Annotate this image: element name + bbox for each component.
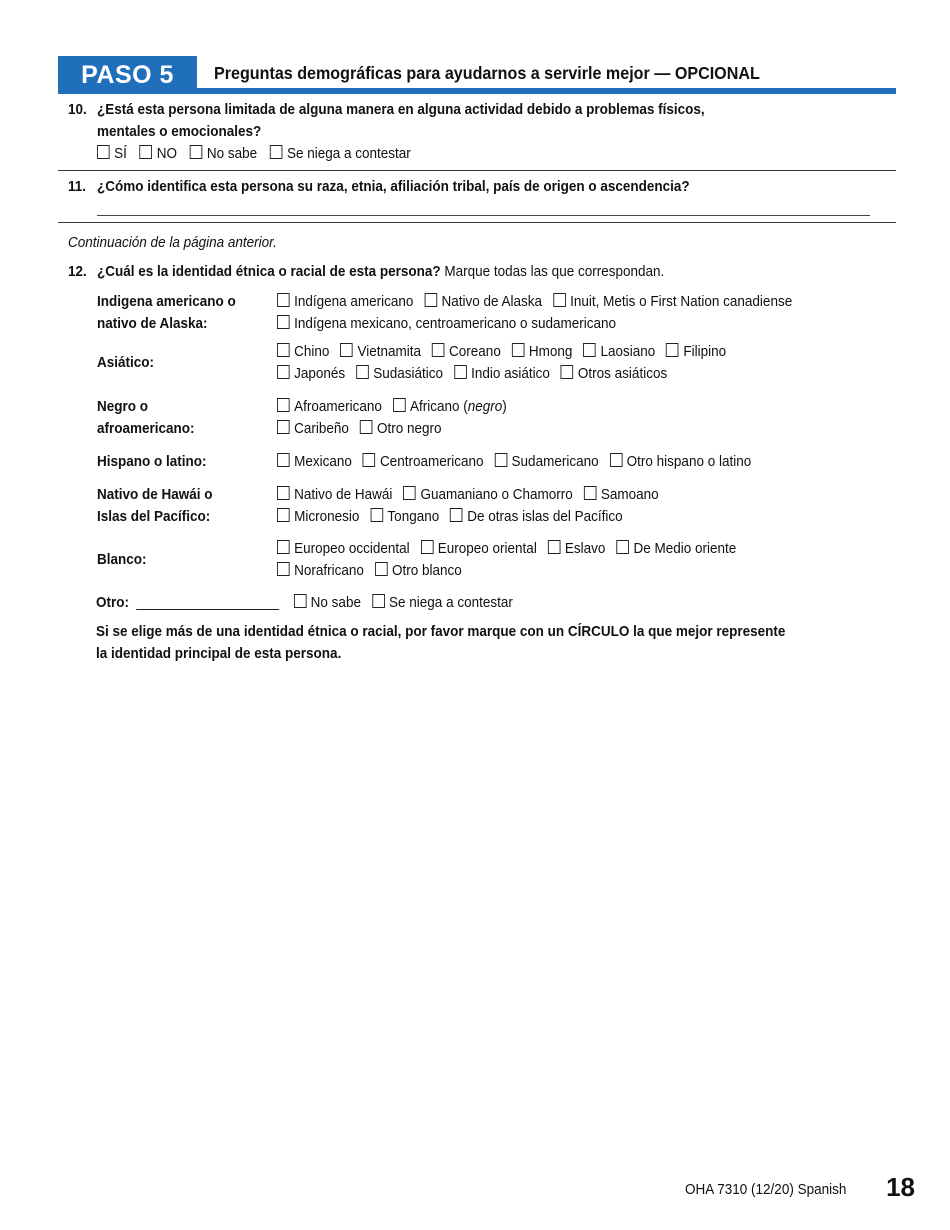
checkbox[interactable] — [277, 453, 290, 467]
race-option[interactable]: Laosiano — [583, 343, 655, 360]
checkbox[interactable] — [548, 540, 561, 554]
race-option[interactable]: Japonés — [277, 365, 345, 382]
race-option[interactable]: Afroamericano — [277, 398, 382, 415]
race-option[interactable]: Norafricano — [277, 562, 364, 579]
question-10-text-line1: ¿Está esta persona limitada de alguna manera en alguna actividad debido a problemas físicos, — [97, 101, 705, 118]
other-input[interactable]: ___________________ — [136, 594, 280, 611]
race-option[interactable]: Europeo occidental — [277, 540, 410, 557]
checkbox[interactable] — [270, 145, 283, 159]
race-option[interactable]: Tongano — [370, 508, 439, 525]
checkbox[interactable] — [140, 145, 153, 159]
checkbox[interactable] — [356, 365, 369, 379]
race-option[interactable]: Coreano — [432, 343, 501, 360]
race-option[interactable]: Samoano — [584, 486, 659, 503]
question-12-number: 12. — [68, 263, 87, 280]
race-option[interactable]: Africano (negro) — [393, 398, 507, 415]
checkbox[interactable] — [363, 453, 376, 467]
checkbox[interactable] — [277, 315, 290, 329]
race-group-options — [277, 451, 758, 473]
question-10-text-line2: mentales o emocionales? — [97, 123, 262, 140]
other-row — [96, 592, 520, 614]
checkbox[interactable] — [277, 508, 290, 522]
checkbox[interactable] — [424, 293, 437, 307]
question-11-text: ¿Cómo identifica esta persona su raza, etnia, afiliación tribal, país de origen o ascendencia? — [97, 178, 690, 195]
race-option[interactable]: Otros asiáticos — [561, 365, 667, 382]
checkbox[interactable] — [403, 486, 416, 500]
checkbox[interactable] — [277, 365, 290, 379]
race-option[interactable]: Chino — [277, 343, 329, 360]
q10-option-si[interactable]: SÍ — [97, 145, 127, 162]
form-id: OHA 7310 (12/20) Spanish — [684, 1181, 847, 1198]
race-group-options — [277, 538, 743, 582]
race-option[interactable]: Inuit, Metis o First Nation canadiense — [553, 293, 792, 310]
checkbox[interactable] — [584, 486, 597, 500]
race-option[interactable]: Nativo de Alaska — [424, 293, 542, 310]
race-option[interactable]: Sudamericano — [494, 453, 598, 470]
checkbox[interactable] — [561, 365, 574, 379]
question-10-number: 10. — [68, 101, 87, 118]
checkbox[interactable] — [616, 540, 629, 554]
race-option[interactable]: Sudasiático — [356, 365, 443, 382]
race-option[interactable]: De Medio oriente — [616, 540, 736, 557]
circle-instruction: Si se elige más de una identidad étnica o racial, por favor marque con un CÍRCULO la que mejor represente la identidad principal de esta persona. — [96, 623, 786, 662]
race-option[interactable]: Micronesio — [277, 508, 359, 525]
race-group-options — [277, 484, 666, 528]
other-option-no-sabe[interactable]: No sabe — [294, 594, 361, 611]
race-group-label: Hispano o latino: — [97, 453, 207, 470]
checkbox[interactable] — [190, 145, 203, 159]
step-title: Preguntas demográficas para ayudarnos a servirle mejor — OPCIONAL — [214, 63, 760, 83]
race-option[interactable]: Eslavo — [548, 540, 606, 557]
race-option[interactable]: Otro blanco — [375, 562, 462, 579]
race-group-label: Indigena americano o nativo de Alaska: — [97, 293, 236, 332]
question-10-options — [97, 145, 420, 162]
q10-option-se-niega[interactable]: Se niega a contestar — [270, 145, 411, 162]
checkbox[interactable] — [375, 562, 388, 576]
continuation-note: Continuación de la página anterior. — [68, 234, 277, 251]
checkbox[interactable] — [277, 540, 290, 554]
checkbox[interactable] — [583, 343, 596, 357]
race-option[interactable]: Guamaniano o Chamorro — [403, 486, 572, 503]
checkbox[interactable] — [370, 508, 383, 522]
race-option[interactable]: Mexicano — [277, 453, 352, 470]
checkbox[interactable] — [393, 398, 406, 412]
race-option[interactable]: Hmong — [512, 343, 573, 360]
checkbox[interactable] — [372, 594, 385, 608]
checkbox[interactable] — [277, 420, 290, 434]
checkbox[interactable] — [340, 343, 353, 357]
checkbox[interactable] — [494, 453, 507, 467]
divider — [58, 222, 896, 223]
divider — [58, 170, 896, 171]
checkbox[interactable] — [277, 343, 290, 357]
race-option[interactable]: Filipino — [666, 343, 726, 360]
race-group-options — [277, 291, 799, 335]
race-group-label: Blanco: — [97, 551, 147, 568]
checkbox[interactable] — [432, 343, 445, 357]
question-12-hint: Marque todas las que correspondan. — [444, 263, 665, 280]
checkbox[interactable] — [294, 594, 307, 608]
checkbox[interactable] — [277, 486, 290, 500]
checkbox[interactable] — [666, 343, 679, 357]
race-option[interactable]: Otro hispano o latino — [610, 453, 752, 470]
checkbox[interactable] — [553, 293, 566, 307]
checkbox[interactable] — [277, 293, 290, 307]
question-11-answer-line[interactable] — [97, 215, 870, 216]
race-group-options — [277, 396, 514, 440]
other-option-se-niega[interactable]: Se niega a contestar — [372, 594, 513, 611]
race-group-label: Nativo de Hawái o Islas del Pacífico: — [97, 486, 213, 525]
checkbox[interactable] — [454, 365, 467, 379]
checkbox[interactable] — [277, 562, 290, 576]
step-header — [58, 56, 896, 94]
race-option[interactable]: Europeo oriental — [421, 540, 537, 557]
race-option[interactable]: De otras islas del Pacífico — [450, 508, 622, 525]
race-option[interactable]: Indio asiático — [454, 365, 550, 382]
race-option[interactable]: Caribeño — [277, 420, 349, 437]
question-11-number: 11. — [68, 178, 87, 195]
race-option[interactable]: Nativo de Hawái — [277, 486, 392, 503]
race-group-options — [277, 341, 733, 385]
header-rule — [58, 88, 896, 94]
race-group-label: Asiático: — [97, 354, 155, 371]
checkbox[interactable] — [277, 398, 290, 412]
q10-option-no[interactable]: NO — [140, 145, 177, 162]
step-badge: PASO 5 — [58, 56, 197, 94]
checkbox[interactable] — [450, 508, 463, 522]
race-option[interactable]: Otro negro — [360, 420, 442, 437]
checkbox[interactable] — [97, 145, 110, 159]
checkbox[interactable] — [421, 540, 434, 554]
other-label: Otro: — [96, 594, 130, 611]
checkbox[interactable] — [360, 420, 373, 434]
page-number: 18 — [886, 1172, 915, 1202]
race-option[interactable]: Centroamericano — [363, 453, 484, 470]
checkbox[interactable] — [512, 343, 525, 357]
checkbox[interactable] — [610, 453, 623, 467]
question-12-text: ¿Cuál es la identidad étnica o racial de esta persona? — [97, 263, 441, 280]
race-option[interactable]: Indígena mexicano, centroamericano o sudamericano — [277, 315, 616, 332]
race-group-label: Negro o afroamericano: — [97, 398, 195, 437]
race-option[interactable]: Vietnamita — [340, 343, 421, 360]
race-option[interactable]: Indígena americano — [277, 293, 413, 310]
q10-option-no-sabe[interactable]: No sabe — [190, 145, 257, 162]
